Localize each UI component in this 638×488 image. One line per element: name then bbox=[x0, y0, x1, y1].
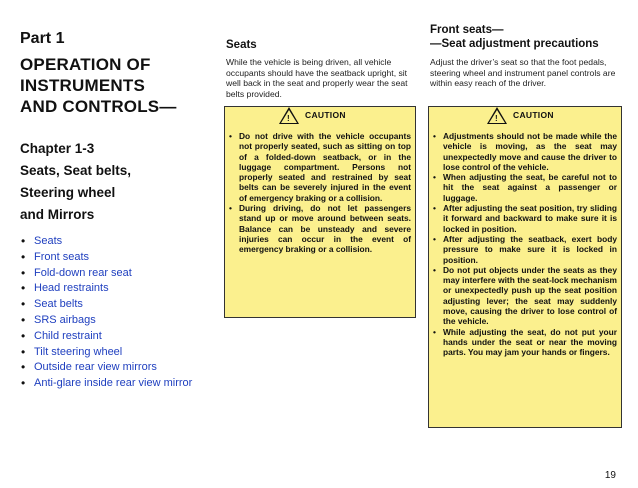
toc-link-outside-mirrors[interactable]: • Outside rear view mirrors bbox=[20, 360, 215, 376]
toc-link-fold-down-rear-seat[interactable]: • Fold-down rear seat bbox=[20, 266, 215, 282]
caution-item: • During driving, do not let passengers stand up or move around between seats. Balance can be unsteady and severe injuries can occur in the event of emergency braking or a collision. bbox=[229, 203, 411, 254]
toc-link-inside-mirror[interactable]: • Anti-glare inside rear view mirror bbox=[20, 376, 215, 392]
page-number: 19 bbox=[604, 470, 616, 481]
toc-link-tilt-steering-wheel[interactable]: • Tilt steering wheel bbox=[20, 345, 215, 361]
warning-triangle-icon: ! bbox=[279, 107, 299, 124]
section-heading bbox=[20, 54, 210, 117]
caution-item: • Do not drive with the vehicle occupants not properly seated, such as sitting on top of a folded-down seatback, or in the luggage compartment. Persons not properly seated and restrained by seat belts can be severely injured in the event of emergency braking or a collision. bbox=[229, 131, 411, 203]
caution-item: • While adjusting the seat, do not put your hands under the seat or near the moving parts. You may jam your hands or fingers. bbox=[433, 327, 617, 358]
warning-triangle-icon: ! bbox=[487, 107, 507, 124]
chapter-line: Chapter 1-3 bbox=[20, 141, 95, 156]
caution-item: • Adjustments should not be made while the vehicle is moving, as the seat may unexpectedly move and cause the driver to lose control of the vehicle. bbox=[433, 131, 617, 172]
chapter-line: Steering wheel bbox=[20, 185, 116, 200]
caution-list bbox=[229, 131, 411, 255]
heading-line: AND CONTROLS— bbox=[20, 97, 177, 116]
seats-intro: While the vehicle is being driven, all vehicle occupants should have the seatback upright, sit well back in the seat and properly wear the seat belts provided. bbox=[226, 57, 408, 99]
toc-link-srs-airbags[interactable]: • SRS airbags bbox=[20, 313, 215, 329]
toc-link-child-restraint[interactable]: • Child restraint bbox=[20, 329, 215, 345]
caution-label: CAUTION bbox=[305, 110, 346, 120]
part-label: Part 1 bbox=[20, 30, 65, 47]
front-seats-title bbox=[430, 23, 599, 51]
front-seats-intro: Adjust the driver’s seat so that the foot pedals, steering wheel and instrument panel controls are within easy reach of the driver. bbox=[430, 57, 616, 89]
toc-link-seat-belts[interactable]: • Seat belts bbox=[20, 297, 215, 313]
toc-link-seats[interactable]: • Seats bbox=[20, 234, 215, 250]
seats-title: Seats bbox=[226, 39, 257, 51]
chapter-line: and Mirrors bbox=[20, 207, 95, 222]
chapter-line: Seats, Seat belts, bbox=[20, 163, 132, 178]
caution-box-front-seats bbox=[428, 106, 622, 428]
toc-link-head-restraints[interactable]: • Head restraints bbox=[20, 281, 215, 297]
heading-line: OPERATION OF bbox=[20, 55, 151, 74]
toc-link-front-seats[interactable]: • Front seats bbox=[20, 250, 215, 266]
caution-item: • When adjusting the seat, be careful not to hit the seat against a passenger or luggage. bbox=[433, 172, 617, 203]
caution-header bbox=[429, 107, 621, 125]
table-of-contents bbox=[20, 234, 215, 392]
caution-item: • After adjusting the seatback, exert body pressure to make sure it is locked in position. bbox=[433, 234, 617, 265]
heading-line: INSTRUMENTS bbox=[20, 76, 145, 95]
chapter-heading bbox=[20, 138, 210, 226]
caution-label: CAUTION bbox=[513, 110, 554, 120]
caution-list bbox=[433, 131, 617, 358]
caution-header bbox=[225, 107, 415, 125]
title-line: —Seat adjustment precautions bbox=[430, 38, 599, 50]
caution-box-seats bbox=[224, 106, 416, 318]
caution-item: • After adjusting the seat position, try sliding it forward and backward to make sure it is locked in position. bbox=[433, 203, 617, 234]
caution-item: • Do not put objects under the seats as they may interfere with the seat-lock mechanism or unexpectedly push up the seat position adjusting lever; the seat may suddenly move, causing the driver to lose control of the vehicle. bbox=[433, 265, 617, 327]
title-line: Front seats— bbox=[430, 24, 504, 36]
